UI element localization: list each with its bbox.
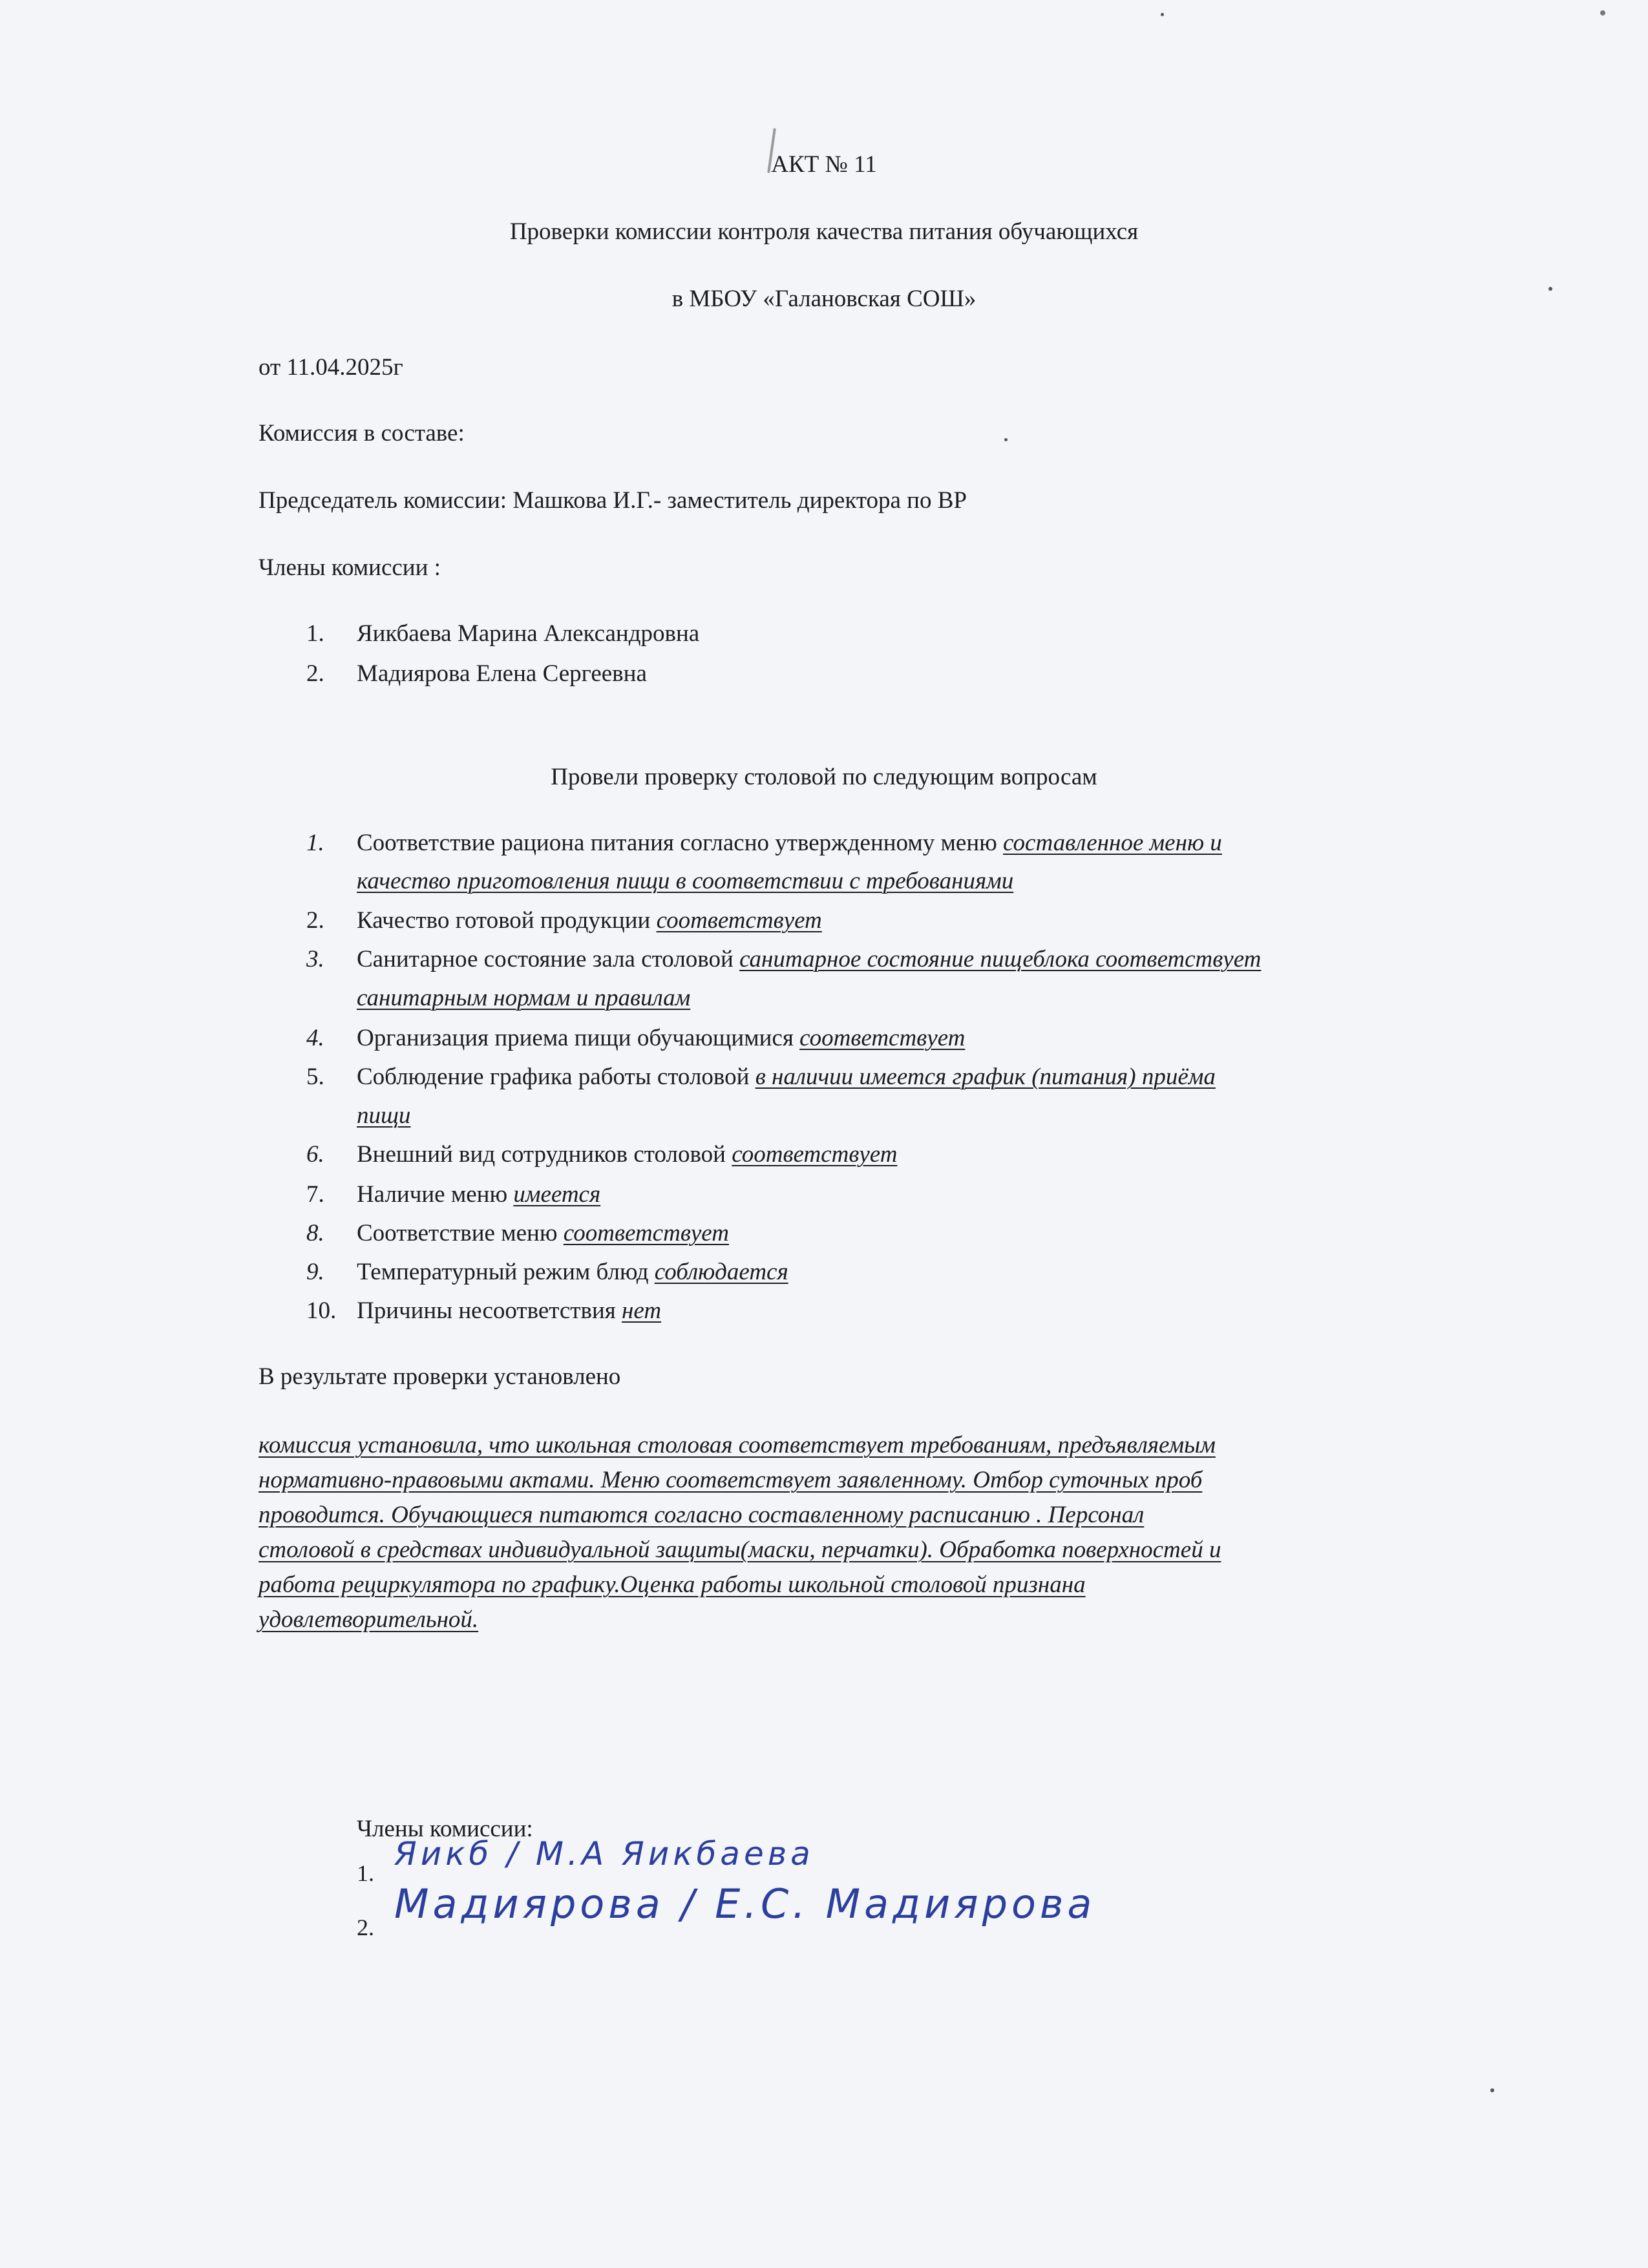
check-label: Соответствие рациона питания согласно утвержденному меню: [357, 830, 1004, 856]
check-answer: соответствует: [799, 1025, 966, 1051]
check-label: Наличие меню: [357, 1181, 514, 1208]
list-number: 3.: [306, 946, 324, 972]
check-answer: нет: [622, 1297, 662, 1324]
list-number: 2.: [306, 907, 324, 934]
commission-chairman: Председатель комиссии: Машкова И.Г.- заместитель директора по ВР: [259, 487, 967, 514]
check-label: Санитарное состояние зала столовой: [357, 946, 740, 972]
list-number: 7.: [306, 1181, 324, 1208]
list-number: 6.: [306, 1141, 324, 1168]
list-number: 10.: [306, 1297, 337, 1324]
result-line: комиссия установила, что школьная столовая соответствует требованиям, предъявляемым: [259, 1432, 1216, 1458]
list-number: 9.: [306, 1259, 324, 1285]
school-name: в МБОУ «Галановская СОШ»: [671, 286, 977, 312]
result-text: [259, 1428, 1525, 1637]
result-line: нормативно-правовыми актами. Меню соответствует заявленному. Отбор суточных проб: [259, 1467, 1203, 1493]
result-heading: В результате проверки установлено: [259, 1363, 621, 1390]
signature-number: 1.: [357, 1860, 374, 1886]
list-number: 1.: [306, 830, 324, 856]
result-line: проводится. Обучающиеся питаются согласно составленному расписанию . Персонал: [259, 1502, 1145, 1528]
check-answer: в наличии имеется график (питания) приёма: [755, 1064, 1216, 1090]
list-number: 5.: [306, 1064, 324, 1090]
check-answer-continuation: санитарным нормам и правилам: [357, 985, 691, 1011]
check-answer: соблюдается: [654, 1259, 788, 1285]
commission-heading: Комиссия в составе:: [259, 420, 465, 446]
member-name: Мадиярова Елена Сергеевна: [357, 660, 647, 687]
scan-artifact: [1004, 438, 1008, 441]
document-subtitle: Проверки комиссии контроля качества питания обучающихся: [509, 218, 1139, 245]
check-answer: санитарное состояние пищеблока соответствует: [739, 946, 1262, 972]
result-line: работа рециркулятора по графику.Оценка работы школьной столовой признана: [259, 1571, 1086, 1598]
result-line: удовлетворительной.: [259, 1606, 479, 1633]
check-answer: соответствует: [732, 1141, 898, 1168]
check-answer: соответствует: [656, 907, 822, 934]
document-title: АКТ № 11: [771, 151, 877, 178]
member-name: Яикбаева Марина Александровна: [357, 620, 700, 647]
scan-artifact: [1548, 287, 1552, 291]
scan-artifact: [1490, 2088, 1494, 2092]
scan-artifact: [1600, 10, 1605, 16]
signature-number: 2.: [357, 1915, 374, 1940]
scan-artifact: [1161, 13, 1164, 16]
check-label: Внешний вид сотрудников столовой: [357, 1141, 732, 1168]
check-label: Соблюдение графика работы столовой: [357, 1064, 755, 1090]
members-heading: Члены комиссии :: [259, 554, 441, 581]
check-label: Организация приема пищи обучающимися: [357, 1025, 800, 1051]
check-answer-continuation: качество приготовления пищи в соответствии с требованиями: [357, 868, 1014, 894]
document-date: от 11.04.2025г: [259, 354, 403, 381]
check-label: Соответствие меню: [357, 1220, 564, 1246]
check-answer: составленное меню и: [1003, 830, 1222, 856]
check-answer: имеется: [513, 1181, 601, 1208]
check-label: Причины несоответствия: [357, 1297, 622, 1324]
handwritten-signature: Мадиярова / Е.С. Мадиярова: [394, 1880, 1096, 1927]
list-number: 8.: [306, 1220, 324, 1246]
handwritten-signature: Яикб / М.А Яикбаева: [394, 1835, 814, 1873]
list-number: 4.: [306, 1025, 324, 1051]
list-number: 2.: [306, 660, 324, 687]
check-label: Качество готовой продукции: [357, 907, 657, 934]
result-line: столовой в средствах индивидуальной защиты(маски, перчатки). Обработка поверхностей и: [259, 1537, 1221, 1563]
check-answer-continuation: пищи: [357, 1102, 411, 1129]
check-answer: соответствует: [563, 1220, 729, 1246]
list-number: 1.: [306, 620, 324, 647]
signatures-heading: Члены комиссии:: [357, 1816, 533, 1842]
check-label: Температурный режим блюд: [357, 1259, 655, 1285]
checks-heading: Провели проверку столовой по следующим вопросам: [551, 764, 1097, 790]
